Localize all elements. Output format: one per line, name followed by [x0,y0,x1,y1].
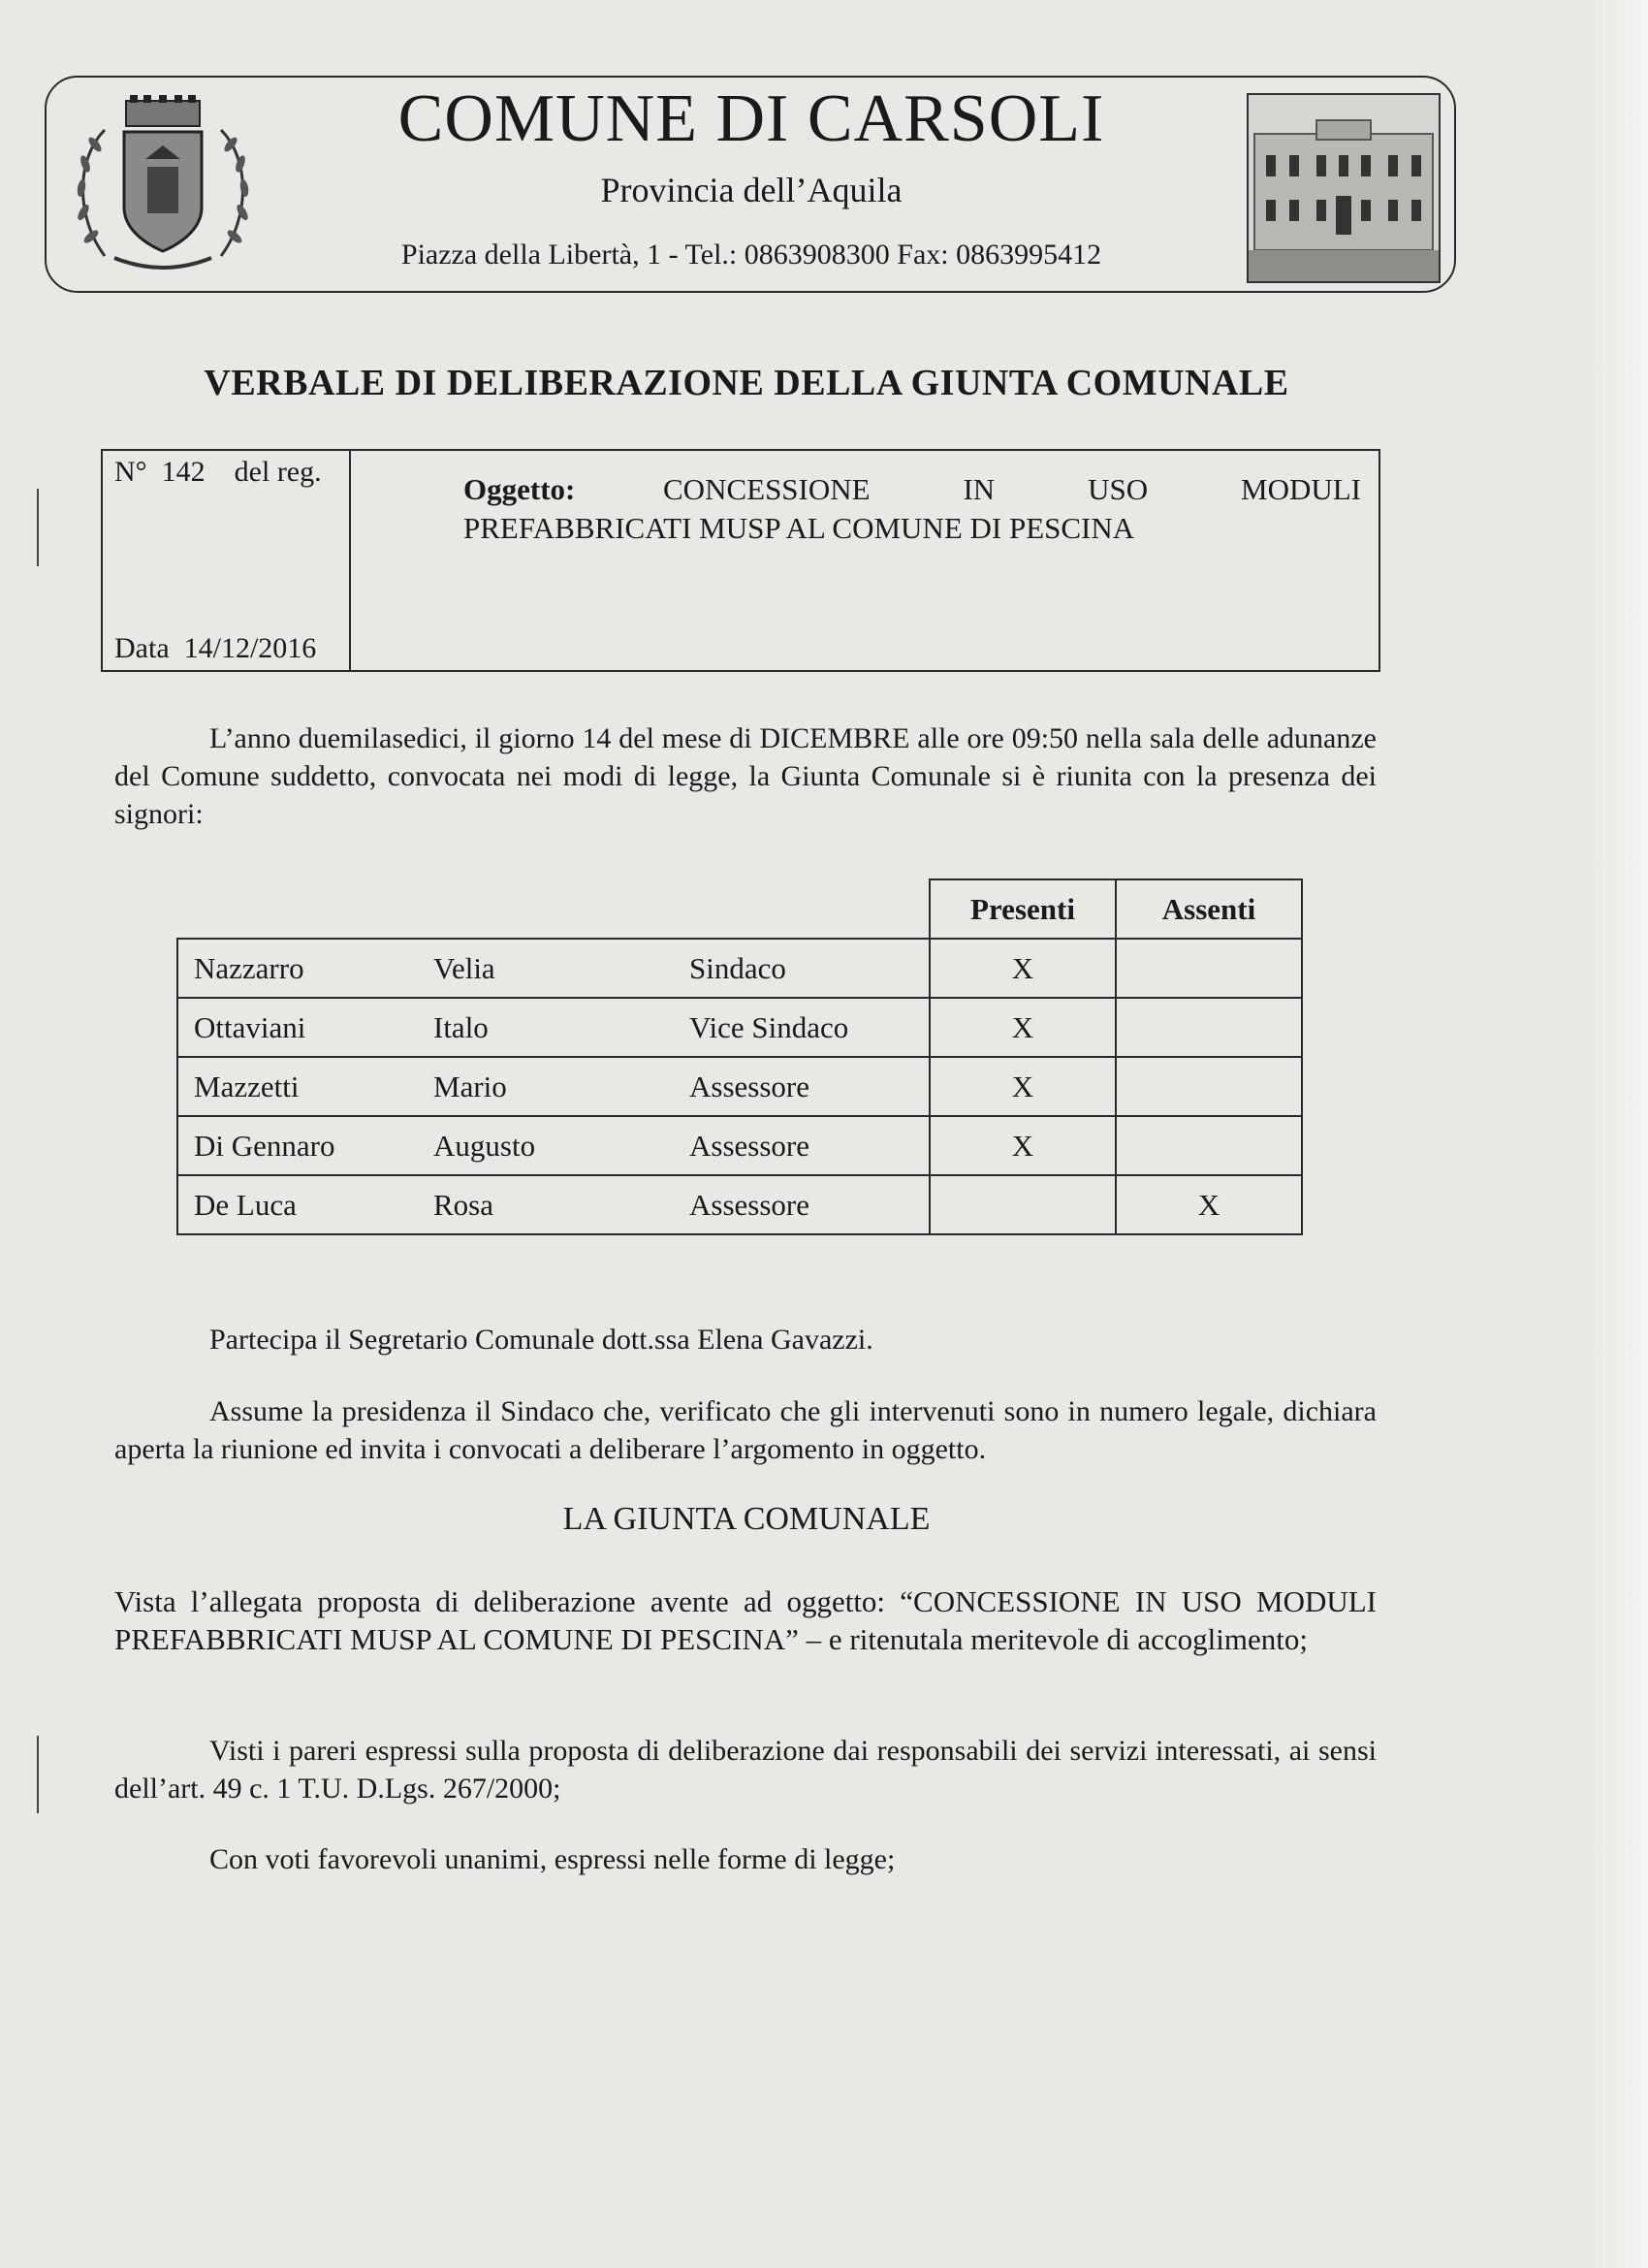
table-header-row [177,879,1302,939]
present-cell [930,1175,1116,1234]
coat-of-arms-icon [66,91,260,281]
present-cell: X [930,1116,1116,1175]
subject-label: Oggetto: [463,472,576,506]
presidency-text: Assume la presidenza il Sindaco che, verificato che gli intervenuti sono in numero legale, dichiara aperta la riunione ed invita i convocati a deliberare l’argomento in oggetto. [114,1395,1377,1465]
register-number: N° 142 del reg. [114,456,322,488]
first-name-cell: Italo [433,998,689,1057]
voti-text: Con voti favorevoli unanimi, espressi nelle forme di legge; [209,1843,896,1875]
surname-cell: Ottaviani [177,998,433,1057]
absent-cell [1116,939,1302,998]
role-cell: Vice Sindaco [689,998,930,1057]
absent-cell [1116,998,1302,1057]
table-row [177,998,1302,1057]
surname-cell: De Luca [177,1175,433,1234]
absent-cell: X [1116,1175,1302,1234]
role-cell: Assessore [689,1175,930,1234]
table-row [177,939,1302,998]
table-row [177,1175,1302,1234]
presidency-paragraph [114,1392,1377,1468]
register-divider [349,449,351,672]
present-header: Presenti [930,879,1116,939]
page-edge [1590,0,1648,2268]
visti-text: Visti i pareri espressi sulla proposta di deliberazione dai responsabili dei servizi interessati, ai sensi dell’art. 49 c. 1 T.U. D.Lgs. 267/2000; [114,1735,1377,1805]
absent-header: Assenti [1116,879,1302,939]
surname-cell: Nazzarro [177,939,433,998]
table-row [177,1057,1302,1116]
subject-line-1: CONCESSIONE IN USO MODULI [663,472,1361,506]
surname-cell: Di Gennaro [177,1116,433,1175]
role-cell: Sindaco [689,939,930,998]
document-title: VERBALE DI DELIBERAZIONE DELLA GIUNTA COMUNALE [204,363,1289,403]
table-row [177,1116,1302,1175]
first-name-cell: Augusto [433,1116,689,1175]
secretary-paragraph [114,1321,1377,1358]
first-name-cell: Velia [433,939,689,998]
intro-paragraph [114,719,1377,833]
secretary-text: Partecipa il Segretario Comunale dott.ssa Elena Gavazzi. [209,1324,873,1356]
vista-paragraph [114,1582,1377,1658]
surname-cell: Mazzetti [177,1057,433,1116]
municipality-name: COMUNE DI CARSOLI [397,81,1105,156]
absent-cell [1116,1057,1302,1116]
role-cell: Assessore [689,1116,930,1175]
address-line: Piazza della Libertà, 1 - Tel.: 0863908300 Fax: 0863995412 [400,239,1102,271]
first-name-cell: Mario [433,1057,689,1116]
staple-mark [37,1736,39,1813]
register-date: Data 14/12/2016 [114,632,317,664]
province-name: Provincia dell’Aquila [600,171,903,209]
role-cell: Assessore [689,1057,930,1116]
present-cell: X [930,998,1116,1057]
vista-text: Vista l’allegata proposta di deliberazione avente ad oggetto: “CONCESSIONE IN USO MODULI PREFABBRICATI MUSP AL COMUNE DI PESCINA” – e ritenutala meritevole di accoglimento; [114,1584,1377,1656]
building-icon [1249,95,1439,281]
first-name-cell: Rosa [433,1175,689,1234]
voti-paragraph [114,1840,1377,1878]
attendance-table [176,878,1303,1235]
subject-line-2: PREFABBRICATI MUSP AL COMUNE DI PESCINA [463,511,1135,545]
town-hall-photo [1247,93,1441,283]
present-cell: X [930,1057,1116,1116]
present-cell: X [930,939,1116,998]
visti-paragraph [114,1732,1377,1807]
staple-mark [37,489,39,566]
section-title: LA GIUNTA COMUNALE [562,1501,931,1537]
absent-cell [1116,1116,1302,1175]
intro-text: L’anno duemilasedici, il giorno 14 del mese di DICEMBRE alle ore 09:50 nella sala delle adunanze del Comune suddetto, convocata nei modi di legge, la Giunta Comunale si è riunita con la presenza dei signori: [114,722,1377,830]
